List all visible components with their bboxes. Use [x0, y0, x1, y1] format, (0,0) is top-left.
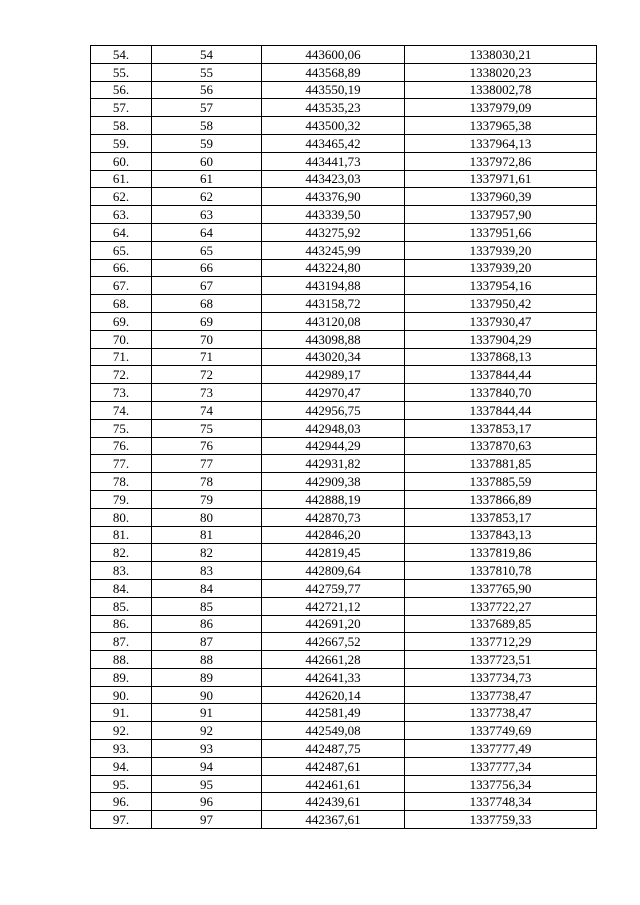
x-coordinate-cell: 443224,80	[262, 259, 405, 277]
point-number-cell: 80	[152, 508, 262, 526]
x-coordinate-cell: 442970,47	[262, 384, 405, 402]
row-number-cell: 75.	[91, 419, 152, 437]
table-row	[91, 633, 597, 651]
x-coordinate-cell: 442888,19	[262, 490, 405, 508]
table-row	[91, 46, 597, 64]
row-number-cell: 93.	[91, 740, 152, 758]
table-row	[91, 223, 597, 241]
table-row	[91, 757, 597, 775]
x-coordinate-cell: 442641,33	[262, 668, 405, 686]
table-row	[91, 170, 597, 188]
point-number-cell: 90	[152, 686, 262, 704]
point-number-cell: 67	[152, 277, 262, 295]
table-row	[91, 63, 597, 81]
row-number-cell: 63.	[91, 206, 152, 224]
row-number-cell: 88.	[91, 651, 152, 669]
table-row	[91, 312, 597, 330]
point-number-cell: 59	[152, 134, 262, 152]
x-coordinate-cell: 442759,77	[262, 579, 405, 597]
point-number-cell: 60	[152, 152, 262, 170]
x-coordinate-cell: 443600,06	[262, 46, 405, 64]
y-coordinate-cell: 1337759,33	[405, 811, 597, 829]
y-coordinate-cell: 1338002,78	[405, 81, 597, 99]
point-number-cell: 71	[152, 348, 262, 366]
point-number-cell: 92	[152, 722, 262, 740]
row-number-cell: 82.	[91, 544, 152, 562]
y-coordinate-cell: 1337939,20	[405, 259, 597, 277]
x-coordinate-cell: 443120,08	[262, 312, 405, 330]
point-number-cell: 88	[152, 651, 262, 669]
y-coordinate-cell: 1337738,47	[405, 686, 597, 704]
point-number-cell: 78	[152, 473, 262, 491]
row-number-cell: 96.	[91, 793, 152, 811]
point-number-cell: 85	[152, 597, 262, 615]
table-row	[91, 437, 597, 455]
row-number-cell: 73.	[91, 384, 152, 402]
x-coordinate-cell: 443441,73	[262, 152, 405, 170]
point-number-cell: 95	[152, 775, 262, 793]
point-number-cell: 93	[152, 740, 262, 758]
row-number-cell: 57.	[91, 99, 152, 117]
y-coordinate-cell: 1337960,39	[405, 188, 597, 206]
row-number-cell: 71.	[91, 348, 152, 366]
row-number-cell: 84.	[91, 579, 152, 597]
y-coordinate-cell: 1337777,34	[405, 757, 597, 775]
y-coordinate-cell: 1337950,42	[405, 295, 597, 313]
point-number-cell: 58	[152, 117, 262, 135]
y-coordinate-cell: 1338030,21	[405, 46, 597, 64]
x-coordinate-cell: 443423,03	[262, 170, 405, 188]
point-number-cell: 72	[152, 366, 262, 384]
x-coordinate-cell: 442691,20	[262, 615, 405, 633]
y-coordinate-cell: 1337853,17	[405, 508, 597, 526]
row-number-cell: 92.	[91, 722, 152, 740]
y-coordinate-cell: 1337689,85	[405, 615, 597, 633]
point-number-cell: 64	[152, 223, 262, 241]
row-number-cell: 62.	[91, 188, 152, 206]
point-number-cell: 69	[152, 312, 262, 330]
table-row	[91, 401, 597, 419]
x-coordinate-cell: 442667,52	[262, 633, 405, 651]
row-number-cell: 79.	[91, 490, 152, 508]
point-number-cell: 96	[152, 793, 262, 811]
row-number-cell: 56.	[91, 81, 152, 99]
row-number-cell: 65.	[91, 241, 152, 259]
row-number-cell: 94.	[91, 757, 152, 775]
point-number-cell: 74	[152, 401, 262, 419]
y-coordinate-cell: 1337881,85	[405, 455, 597, 473]
table-row	[91, 81, 597, 99]
table-row	[91, 490, 597, 508]
y-coordinate-cell: 1337756,34	[405, 775, 597, 793]
point-number-cell: 56	[152, 81, 262, 99]
point-number-cell: 57	[152, 99, 262, 117]
table-row	[91, 117, 597, 135]
x-coordinate-cell: 442661,28	[262, 651, 405, 669]
row-number-cell: 54.	[91, 46, 152, 64]
x-coordinate-cell: 442819,45	[262, 544, 405, 562]
y-coordinate-cell: 1337810,78	[405, 562, 597, 580]
table-row	[91, 330, 597, 348]
x-coordinate-cell: 442931,82	[262, 455, 405, 473]
point-number-cell: 61	[152, 170, 262, 188]
point-number-cell: 73	[152, 384, 262, 402]
y-coordinate-cell: 1337971,61	[405, 170, 597, 188]
table-row	[91, 384, 597, 402]
row-number-cell: 89.	[91, 668, 152, 686]
y-coordinate-cell: 1337904,29	[405, 330, 597, 348]
x-coordinate-cell: 442846,20	[262, 526, 405, 544]
x-coordinate-cell: 442439,61	[262, 793, 405, 811]
x-coordinate-cell: 443500,32	[262, 117, 405, 135]
x-coordinate-cell: 442956,75	[262, 401, 405, 419]
table-row	[91, 366, 597, 384]
row-number-cell: 91.	[91, 704, 152, 722]
row-number-cell: 61.	[91, 170, 152, 188]
x-coordinate-cell: 443535,23	[262, 99, 405, 117]
table-row	[91, 811, 597, 829]
row-number-cell: 70.	[91, 330, 152, 348]
y-coordinate-cell: 1337951,66	[405, 223, 597, 241]
table-row	[91, 295, 597, 313]
x-coordinate-cell: 443568,89	[262, 63, 405, 81]
x-coordinate-cell: 442948,03	[262, 419, 405, 437]
table-row	[91, 152, 597, 170]
row-number-cell: 83.	[91, 562, 152, 580]
point-number-cell: 55	[152, 63, 262, 81]
table-row	[91, 348, 597, 366]
row-number-cell: 58.	[91, 117, 152, 135]
row-number-cell: 64.	[91, 223, 152, 241]
row-number-cell: 68.	[91, 295, 152, 313]
row-number-cell: 69.	[91, 312, 152, 330]
row-number-cell: 60.	[91, 152, 152, 170]
row-number-cell: 85.	[91, 597, 152, 615]
point-number-cell: 70	[152, 330, 262, 348]
point-number-cell: 94	[152, 757, 262, 775]
x-coordinate-cell: 442721,12	[262, 597, 405, 615]
table-row	[91, 579, 597, 597]
y-coordinate-cell: 1337749,69	[405, 722, 597, 740]
x-coordinate-cell: 442549,08	[262, 722, 405, 740]
point-number-cell: 81	[152, 526, 262, 544]
row-number-cell: 76.	[91, 437, 152, 455]
row-number-cell: 67.	[91, 277, 152, 295]
table-row	[91, 508, 597, 526]
y-coordinate-cell: 1337738,47	[405, 704, 597, 722]
y-coordinate-cell: 1337712,29	[405, 633, 597, 651]
y-coordinate-cell: 1337844,44	[405, 401, 597, 419]
table-row	[91, 668, 597, 686]
table-row	[91, 526, 597, 544]
x-coordinate-cell: 443158,72	[262, 295, 405, 313]
table-row	[91, 651, 597, 669]
table-row	[91, 99, 597, 117]
row-number-cell: 78.	[91, 473, 152, 491]
table-row	[91, 740, 597, 758]
y-coordinate-cell: 1337930,47	[405, 312, 597, 330]
y-coordinate-cell: 1337777,49	[405, 740, 597, 758]
point-number-cell: 75	[152, 419, 262, 437]
row-number-cell: 81.	[91, 526, 152, 544]
x-coordinate-cell: 443339,50	[262, 206, 405, 224]
y-coordinate-cell: 1337840,70	[405, 384, 597, 402]
table-row	[91, 277, 597, 295]
table-row	[91, 259, 597, 277]
x-coordinate-cell: 442989,17	[262, 366, 405, 384]
table-row	[91, 206, 597, 224]
point-number-cell: 54	[152, 46, 262, 64]
table-row	[91, 722, 597, 740]
y-coordinate-cell: 1337844,44	[405, 366, 597, 384]
y-coordinate-cell: 1337979,09	[405, 99, 597, 117]
y-coordinate-cell: 1337866,89	[405, 490, 597, 508]
x-coordinate-cell: 442487,75	[262, 740, 405, 758]
point-number-cell: 65	[152, 241, 262, 259]
y-coordinate-cell: 1337734,73	[405, 668, 597, 686]
point-number-cell: 76	[152, 437, 262, 455]
x-coordinate-cell: 443550,19	[262, 81, 405, 99]
row-number-cell: 74.	[91, 401, 152, 419]
y-coordinate-cell: 1337885,59	[405, 473, 597, 491]
point-number-cell: 68	[152, 295, 262, 313]
y-coordinate-cell: 1338020,23	[405, 63, 597, 81]
table-row	[91, 775, 597, 793]
x-coordinate-cell: 442809,64	[262, 562, 405, 580]
y-coordinate-cell: 1337868,13	[405, 348, 597, 366]
table-row	[91, 704, 597, 722]
y-coordinate-cell: 1337723,51	[405, 651, 597, 669]
row-number-cell: 77.	[91, 455, 152, 473]
point-number-cell: 97	[152, 811, 262, 829]
table-row	[91, 473, 597, 491]
x-coordinate-cell: 442944,29	[262, 437, 405, 455]
table-row	[91, 793, 597, 811]
y-coordinate-cell: 1337722,27	[405, 597, 597, 615]
point-number-cell: 84	[152, 579, 262, 597]
table-row	[91, 455, 597, 473]
table-row	[91, 188, 597, 206]
y-coordinate-cell: 1337965,38	[405, 117, 597, 135]
point-number-cell: 79	[152, 490, 262, 508]
point-number-cell: 91	[152, 704, 262, 722]
table-row	[91, 562, 597, 580]
x-coordinate-cell: 442620,14	[262, 686, 405, 704]
y-coordinate-cell: 1337972,86	[405, 152, 597, 170]
y-coordinate-cell: 1337964,13	[405, 134, 597, 152]
row-number-cell: 59.	[91, 134, 152, 152]
point-number-cell: 62	[152, 188, 262, 206]
x-coordinate-cell: 442909,38	[262, 473, 405, 491]
x-coordinate-cell: 442367,61	[262, 811, 405, 829]
table-row	[91, 241, 597, 259]
x-coordinate-cell: 442870,73	[262, 508, 405, 526]
x-coordinate-cell: 443194,88	[262, 277, 405, 295]
row-number-cell: 86.	[91, 615, 152, 633]
row-number-cell: 80.	[91, 508, 152, 526]
x-coordinate-cell: 442581,49	[262, 704, 405, 722]
point-number-cell: 77	[152, 455, 262, 473]
table-row	[91, 597, 597, 615]
table-row	[91, 419, 597, 437]
point-number-cell: 66	[152, 259, 262, 277]
coordinates-table-body	[91, 46, 597, 829]
table-row	[91, 686, 597, 704]
y-coordinate-cell: 1337765,90	[405, 579, 597, 597]
x-coordinate-cell: 443376,90	[262, 188, 405, 206]
y-coordinate-cell: 1337843,13	[405, 526, 597, 544]
y-coordinate-cell: 1337748,34	[405, 793, 597, 811]
point-number-cell: 83	[152, 562, 262, 580]
x-coordinate-cell: 443275,92	[262, 223, 405, 241]
y-coordinate-cell: 1337939,20	[405, 241, 597, 259]
x-coordinate-cell: 443098,88	[262, 330, 405, 348]
y-coordinate-cell: 1337954,16	[405, 277, 597, 295]
y-coordinate-cell: 1337853,17	[405, 419, 597, 437]
x-coordinate-cell: 442461,61	[262, 775, 405, 793]
point-number-cell: 89	[152, 668, 262, 686]
point-number-cell: 87	[152, 633, 262, 651]
y-coordinate-cell: 1337870,63	[405, 437, 597, 455]
point-number-cell: 63	[152, 206, 262, 224]
table-row	[91, 615, 597, 633]
point-number-cell: 86	[152, 615, 262, 633]
row-number-cell: 66.	[91, 259, 152, 277]
x-coordinate-cell: 442487,61	[262, 757, 405, 775]
table-row	[91, 544, 597, 562]
row-number-cell: 90.	[91, 686, 152, 704]
point-number-cell: 82	[152, 544, 262, 562]
coordinates-table	[90, 45, 597, 829]
table-row	[91, 134, 597, 152]
y-coordinate-cell: 1337957,90	[405, 206, 597, 224]
row-number-cell: 87.	[91, 633, 152, 651]
x-coordinate-cell: 443465,42	[262, 134, 405, 152]
x-coordinate-cell: 443020,34	[262, 348, 405, 366]
row-number-cell: 97.	[91, 811, 152, 829]
row-number-cell: 95.	[91, 775, 152, 793]
y-coordinate-cell: 1337819,86	[405, 544, 597, 562]
x-coordinate-cell: 443245,99	[262, 241, 405, 259]
row-number-cell: 72.	[91, 366, 152, 384]
row-number-cell: 55.	[91, 63, 152, 81]
